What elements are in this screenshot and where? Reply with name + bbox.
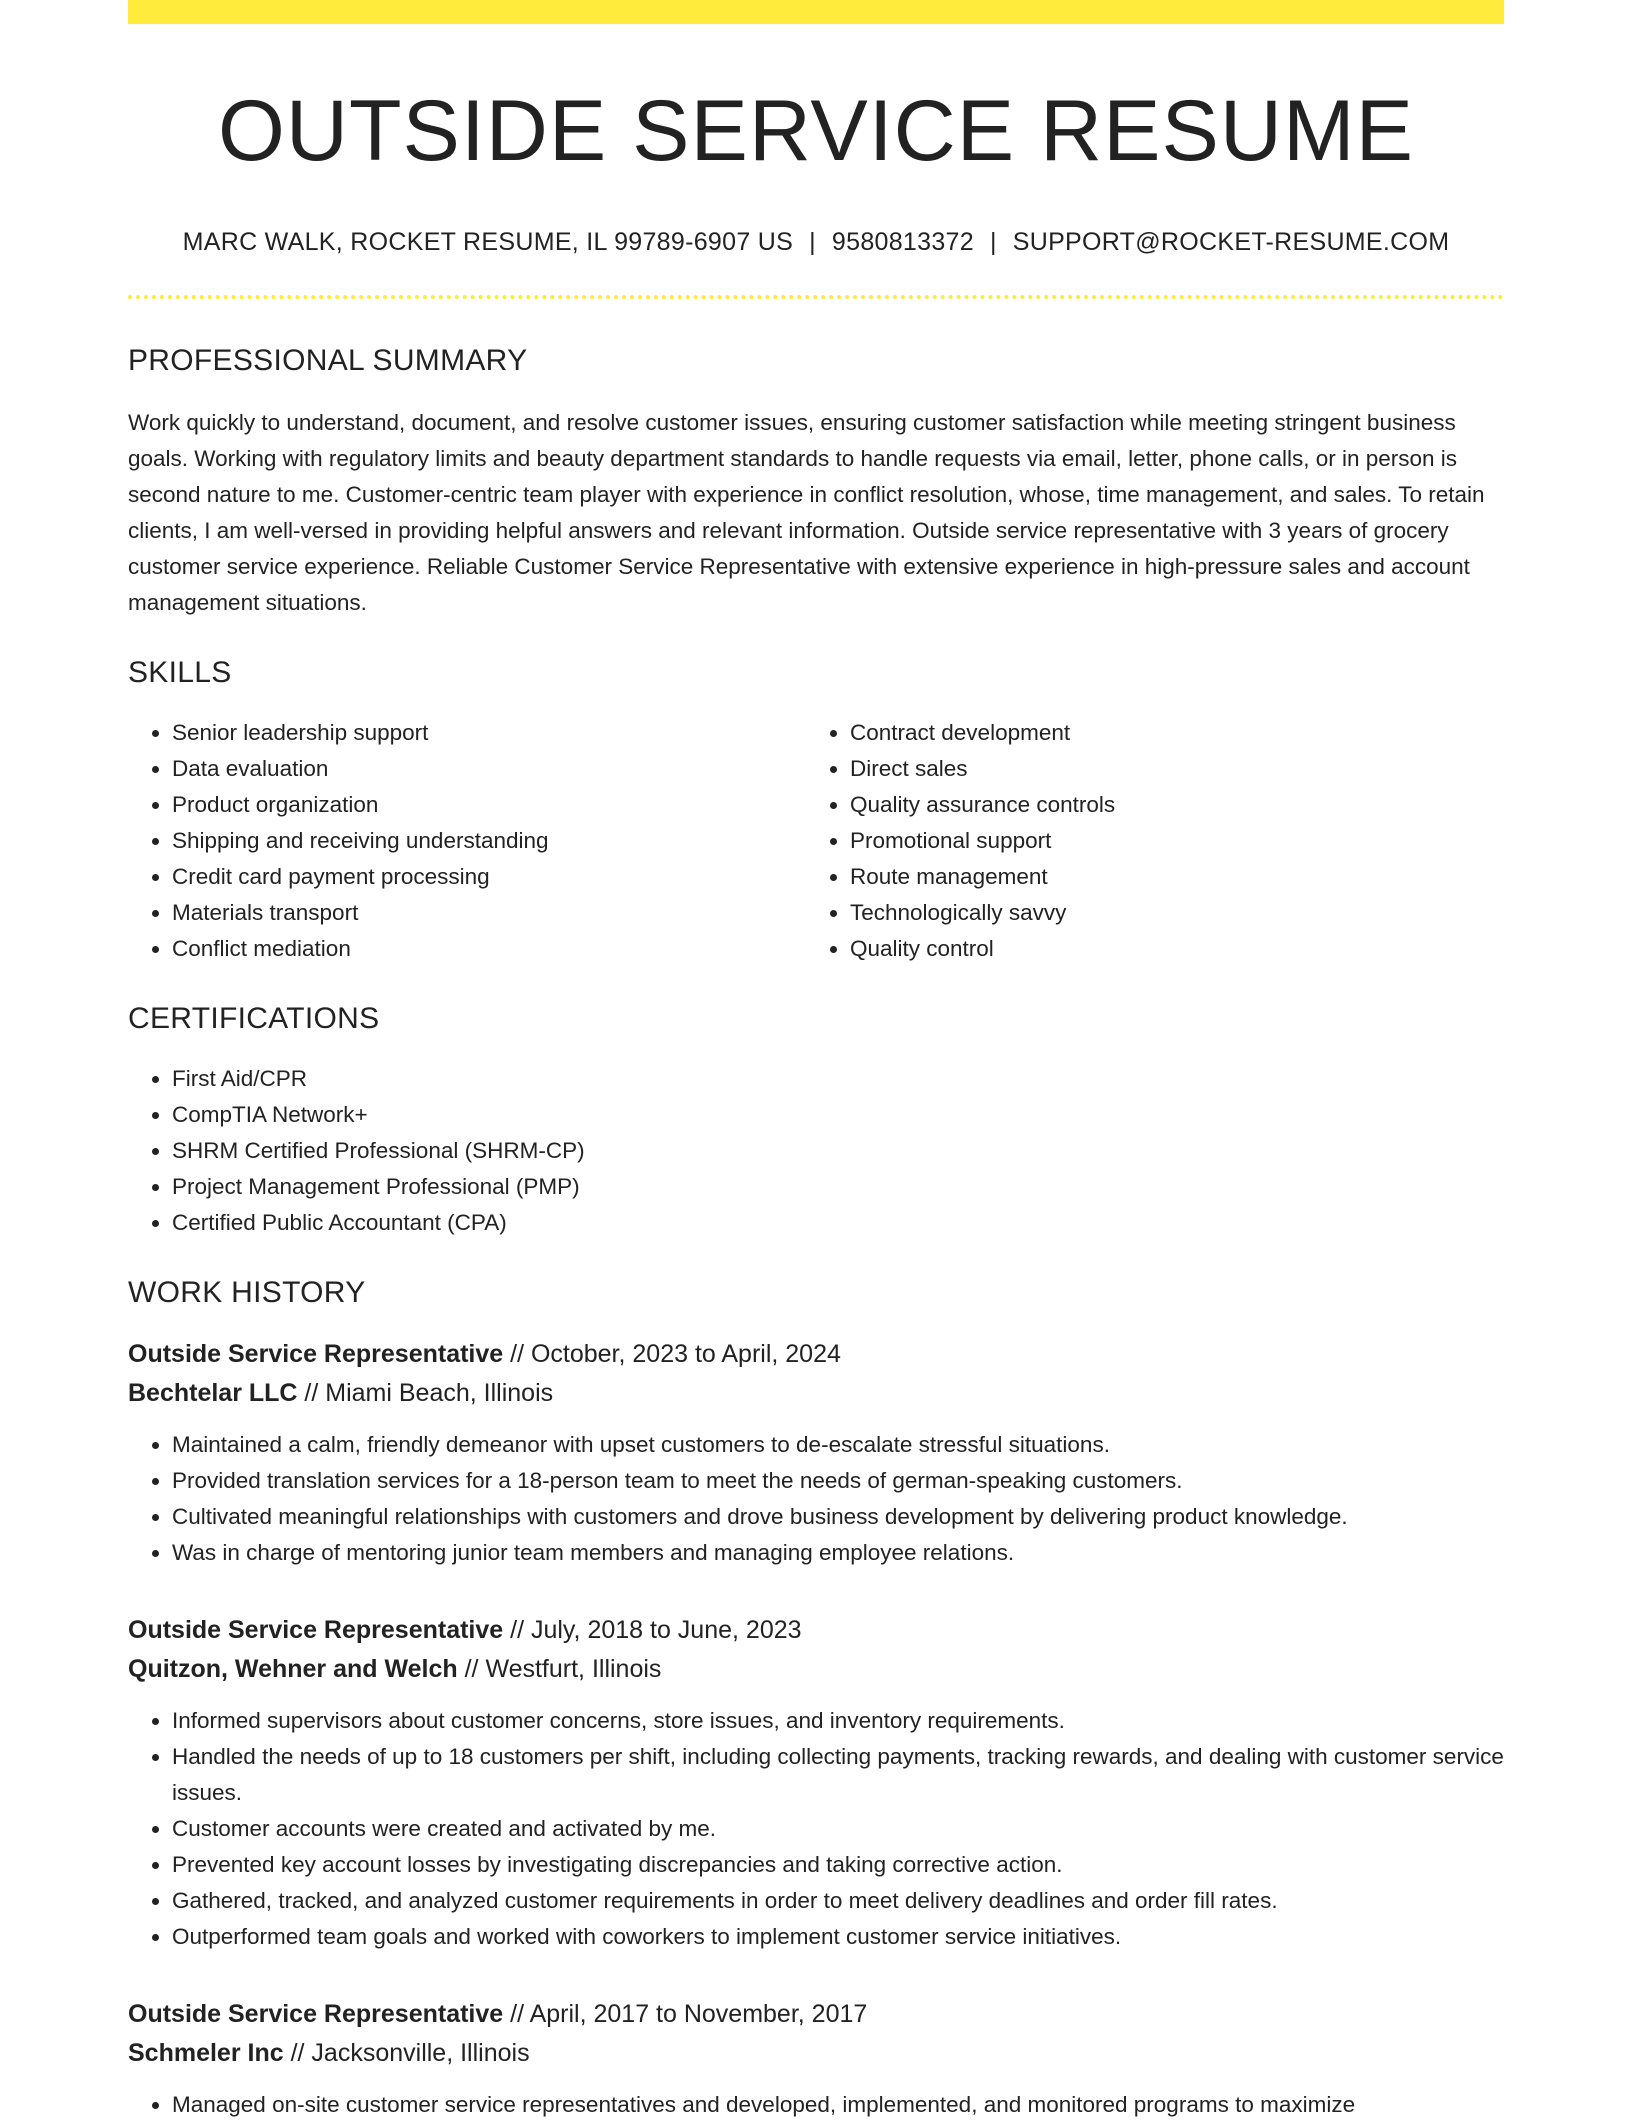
skills-column-left — [128, 715, 806, 967]
summary-text: Work quickly to understand, document, and resolve customer issues, ensuring customer satisfaction while meeting stringent business goals. Working with regulatory limits and beauty department standards to handle requests via email, letter, phone calls, or in person is second nature to me. Customer-centric team player with experience in conflict resolution, whose, time management, and sales. To retain clients, I am well-versed in providing helpful answers and relevant information. Outside service representative with 3 years of grocery customer service experience. Reliable Customer Service Representative with extensive experience in high-pressure sales and account management situations. — [128, 409, 1485, 615]
job-entry — [128, 1335, 1504, 1571]
skill-item: • Product organization — [172, 787, 806, 823]
dotted-divider — [128, 295, 1504, 299]
skill-item: • Senior leadership support — [172, 715, 806, 751]
contact-separator: | — [809, 227, 816, 256]
skill-item: • Quality assurance controls — [850, 787, 1504, 823]
job-company-line — [128, 2034, 1504, 2073]
skills-list — [128, 715, 1504, 967]
skill-item: • Direct sales — [850, 751, 1504, 787]
job-bullet: • Prevented key account losses by investigating discrepancies and taking corrective action. — [172, 1847, 1504, 1883]
skills-heading: SKILLS — [128, 655, 232, 689]
resume-page — [128, 0, 1504, 2123]
summary-heading: PROFESSIONAL SUMMARY — [128, 343, 528, 377]
job-title-line — [128, 1611, 1504, 1650]
skills-column-right — [806, 715, 1504, 967]
certification-item: • Certified Public Accountant (CPA) — [172, 1205, 1504, 1241]
job-dates: // July, 2018 to June, 2023 — [503, 1615, 802, 1644]
job-title: Outside Service Representative — [128, 1339, 504, 1368]
job-entry — [128, 1995, 1504, 2123]
contact-phone: 9580813372 — [831, 227, 974, 256]
job-dates: // April, 2017 to November, 2017 — [503, 1999, 868, 2028]
job-bullet: • Maintained a calm, friendly demeanor with upset customers to de-escalate stressful situations. — [172, 1427, 1504, 1463]
job-bullet: • Handled the needs of up to 18 customers per shift, including collecting payments, tracking rewards, and dealing with customer service issues. — [172, 1739, 1504, 1811]
job-title: Outside Service Representative — [128, 1615, 504, 1644]
job-title: Outside Service Representative — [128, 1999, 504, 2028]
job-location: // Westfurt, Illinois — [457, 1654, 662, 1683]
certification-item: • CompTIA Network+ — [172, 1097, 1504, 1133]
skill-item: • Data evaluation — [172, 751, 806, 787]
job-company-line — [128, 1374, 1504, 1413]
skill-item: • Materials transport — [172, 895, 806, 931]
certifications-list — [128, 1061, 1504, 1241]
job-company: Quitzon, Wehner and Welch — [128, 1654, 458, 1683]
contact-address: MARC WALK, ROCKET RESUME, IL 99789-6907 US — [182, 227, 794, 256]
certifications-heading: CERTIFICATIONS — [128, 1001, 380, 1035]
job-bullets — [128, 1703, 1504, 1955]
skill-item: • Credit card payment processing — [172, 859, 806, 895]
skill-item: • Technologically savvy — [850, 895, 1504, 931]
job-bullet: • Cultivated meaningful relationships with customers and drove business development by delivering product knowledge. — [172, 1499, 1504, 1535]
job-company: Schmeler Inc — [128, 2038, 284, 2067]
job-title-line — [128, 1335, 1504, 1374]
skill-item: • Contract development — [850, 715, 1504, 751]
certification-item: • Project Management Professional (PMP) — [172, 1169, 1504, 1205]
job-company-line — [128, 1650, 1504, 1689]
certification-item: • First Aid/CPR — [172, 1061, 1504, 1097]
job-bullet: • Customer accounts were created and activated by me. — [172, 1811, 1504, 1847]
job-bullet: • Gathered, tracked, and analyzed customer requirements in order to meet delivery deadlines and order fill rates. — [172, 1883, 1504, 1919]
job-location: // Miami Beach, Illinois — [297, 1378, 554, 1407]
work-history-heading: WORK HISTORY — [128, 1275, 366, 1309]
accent-top-bar — [128, 0, 1504, 24]
job-bullet: • Outperformed team goals and worked with coworkers to implement customer service initiatives. — [172, 1919, 1504, 1955]
job-company: Bechtelar LLC — [128, 1378, 298, 1407]
job-entry — [128, 1611, 1504, 1955]
job-bullet: • Provided translation services for a 18-person team to meet the needs of german-speaking customers. — [172, 1463, 1504, 1499]
job-location: // Jacksonville, Illinois — [283, 2038, 530, 2067]
contact-separator: | — [989, 227, 997, 256]
job-bullets — [128, 2087, 1504, 2123]
skill-item: • Route management — [850, 859, 1504, 895]
contact-email: SUPPORT@ROCKET-RESUME.COM — [1012, 227, 1450, 256]
skill-item: • Promotional support — [850, 823, 1504, 859]
job-bullet: • Managed on-site customer service representatives and developed, implemented, and monitored programs to maximize — [172, 2087, 1504, 2123]
certification-item: • SHRM Certified Professional (SHRM-CP) — [172, 1133, 1504, 1169]
job-bullet: • Informed supervisors about customer concerns, store issues, and inventory requirements. — [172, 1703, 1504, 1739]
job-bullet: • Was in charge of mentoring junior team members and managing employee relations. — [172, 1535, 1504, 1571]
skill-item: • Quality control — [850, 931, 1504, 967]
job-title-line — [128, 1995, 1504, 2034]
job-dates: // October, 2023 to April, 2024 — [503, 1339, 841, 1368]
resume-title: OUTSIDE SERVICE RESUME — [218, 83, 1414, 179]
job-bullets — [128, 1427, 1504, 1571]
contact-line — [128, 227, 1504, 257]
skill-item: • Conflict mediation — [172, 931, 806, 967]
skill-item: • Shipping and receiving understanding — [172, 823, 806, 859]
